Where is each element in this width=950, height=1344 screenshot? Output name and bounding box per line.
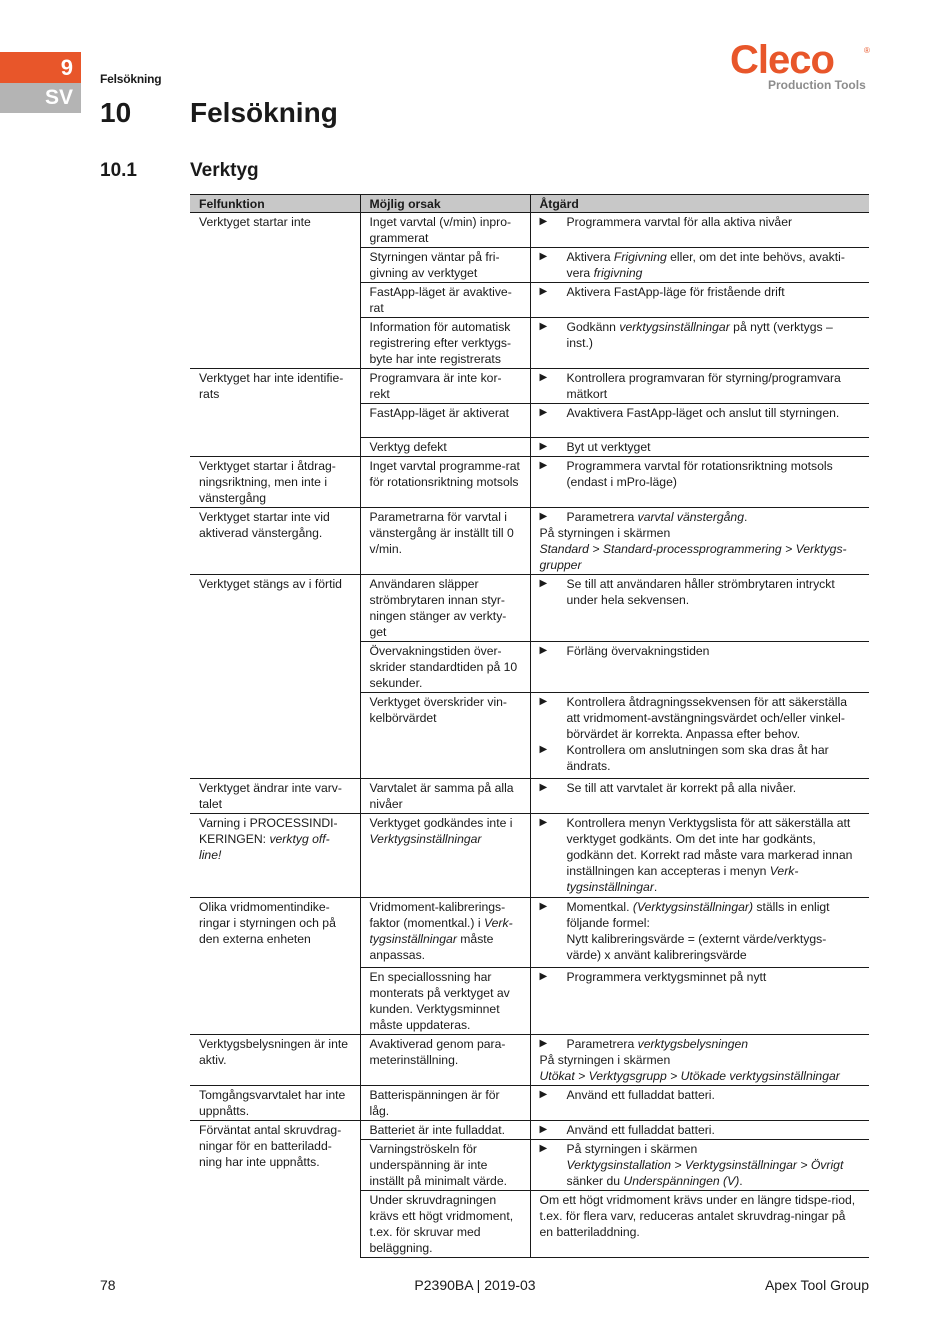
fault-cell: Olika vridmomentindike-ringar i styrningen och på den externa enheten: [190, 898, 360, 1035]
chapter-title: Felsökning: [190, 97, 338, 128]
action-text: .: [744, 510, 748, 524]
action-item: ▶ Programmera varvtal för alla aktiva nivåer: [540, 214, 861, 230]
action-item: [540, 249, 861, 281]
table-row: [190, 779, 869, 814]
menu-path: Standard > Standard-processprogrammering > Verktygs-grupper: [539, 542, 847, 572]
menu-path: Verktygsinstallation > Verktygsinställningar > Övrigt: [566, 1158, 844, 1172]
action-text: Parametrera: [566, 510, 638, 524]
action-cell: [530, 898, 869, 968]
action-cell: [530, 213, 869, 248]
table-row: [190, 898, 869, 968]
cause-cell: Information för automatisk registrering efter verktygs-byte har inte registrerats: [360, 318, 530, 369]
action-item: ▶ Kontrollera åtdragningssekvensen för att säkerställa att vridmoment-avstängningsvärdet och/eller vinkel-börvärdet är korrekta. Anpassa efter behov.: [540, 694, 861, 742]
cause-cell: Programvara är inte kor-rekt: [360, 369, 530, 404]
action-cell: [530, 968, 869, 1035]
action-text: .: [739, 1174, 743, 1188]
action-cell: [530, 1121, 869, 1140]
table-header-row: [190, 195, 869, 213]
table-row: [190, 1035, 869, 1086]
table-row: [190, 508, 869, 575]
action-cell: [530, 693, 869, 779]
action-item: [540, 509, 861, 525]
logo-registered-mark: ®: [864, 46, 870, 55]
action-cell: [530, 318, 869, 369]
fault-cell: Verktyget stängs av i förtid: [190, 575, 360, 779]
action-emphasis: Underspänningen (V): [623, 1174, 740, 1188]
table-row: [190, 1086, 869, 1121]
table-row: [190, 1121, 869, 1140]
action-emphasis: (Verktygsinställningar): [632, 900, 754, 914]
logo-subtitle: Production Tools: [768, 78, 866, 92]
fault-cell: [190, 814, 360, 898]
action-cell: [530, 1035, 869, 1086]
action-text: ställs in enligt följande formel:: [566, 900, 830, 930]
cause-cell: Användaren släpper strömbrytaren innan styr-ningen stänger av verkty-get: [360, 575, 530, 642]
action-cell: [530, 642, 869, 693]
action-emphasis: Frigivning: [613, 250, 667, 264]
action-cell: [530, 575, 869, 642]
fault-cell: Verktyget startar i åtdrag-ningsriktning, men inte i vänstergång: [190, 457, 360, 508]
action-cell: [530, 508, 869, 575]
cause-cell: Avaktiverad genom para-meterinställning.: [360, 1035, 530, 1086]
action-text: På styrningen i skärmen: [566, 1142, 698, 1156]
action-item: ▶ Avaktivera FastApp-läget och anslut till styrningen.: [540, 405, 861, 421]
table-row: [190, 814, 869, 898]
action-item: ▶ Kontrollera om anslutningen som ska dras åt har ändrats.: [540, 742, 861, 774]
cause-cell: Batterispänningen är för låg.: [360, 1086, 530, 1121]
action-item: ▶ Programmera varvtal för rotationsriktning motsols (endast i mPro-läge): [540, 458, 861, 490]
action-item: [540, 319, 861, 351]
cause-cell: Inget varvtal programme-rat för rotationsriktning motsols: [360, 457, 530, 508]
action-cell: [530, 1086, 869, 1121]
cause-emphasis: Verktygsinställningar: [369, 832, 482, 846]
page-number: 78: [100, 1277, 116, 1293]
action-item: ▶ Använd ett fulladdat batteri.: [540, 1087, 861, 1103]
cause-cell: FastApp-läget är avaktive-rat: [360, 283, 530, 318]
action-cell: [530, 404, 869, 438]
cause-cell: Styrningen väntar på fri-givning av verktyget: [360, 248, 530, 283]
table-row: [190, 457, 869, 508]
action-cell: [530, 1191, 869, 1258]
action-item: ▶ Aktivera FastApp-läge för fristående drift: [540, 284, 861, 300]
fault-cell: Verktyget ändrar inte varv-talet: [190, 779, 360, 814]
company-name: Apex Tool Group: [764, 1277, 869, 1293]
action-note: På styrningen i skärmen: [539, 1053, 671, 1067]
fault-cell: Förväntat antal skruvdrag-ningar för en batteriladd-ning har inte uppnåtts.: [190, 1121, 360, 1258]
cause-text: Verktyget godkändes inte i: [369, 816, 513, 830]
header-cause: Möjlig orsak: [360, 195, 530, 213]
formula: Nytt kalibreringsvärde = (externt värde/verktygs-värde) x använt kalibreringsvärde: [566, 932, 827, 962]
section-number: 10.1: [100, 160, 137, 181]
language-tab: SV: [0, 83, 81, 113]
action-emphasis: Verk-tygsinställningar: [566, 864, 799, 894]
action-text: Parametrera: [566, 1037, 638, 1051]
action-item: ▶ Programmera verktygsminnet på nytt: [540, 969, 861, 985]
fault-cell: Verktyget startar inte vid aktiverad vänstergång.: [190, 508, 360, 575]
header-action: Åtgärd: [530, 195, 869, 213]
action-text: Godkänn: [566, 320, 620, 334]
cause-cell: Batteriet är inte fulladdat.: [360, 1121, 530, 1140]
cause-cell: Verktyget överskrider vin-kelbörvärdet: [360, 693, 530, 779]
action-cell: [530, 457, 869, 508]
cause-cell: Övervakningstiden över-skrider standardtiden på 10 sekunder.: [360, 642, 530, 693]
action-item: ▶ Kontrollera programvaran för styrning/programvara mätkort: [540, 370, 861, 402]
action-item: [540, 1141, 861, 1189]
cause-cell: Varningströskeln för underspänning är inte inställt på minimalt värde.: [360, 1140, 530, 1191]
action-item: ▶ Se till att användaren håller strömbrytaren intryckt under hela sekvensen.: [540, 576, 861, 608]
running-header: Felsökning: [100, 72, 162, 86]
action-item: ▶ Förläng övervakningstiden: [540, 643, 861, 659]
fault-emphasis: verktyg off-line!: [199, 832, 330, 862]
action-text: .: [653, 880, 658, 894]
cause-text: måste anpassas.: [369, 932, 494, 962]
action-text: sänker du: [566, 1174, 624, 1188]
action-item: [540, 815, 861, 895]
action-text: Momentkal.: [566, 900, 633, 914]
action-text: eller, om det inte behövs, avakti-vera: [566, 250, 845, 280]
fault-text: Varning i PROCESSINDI-KERINGEN:: [199, 816, 338, 846]
action-item: ▶ Använd ett fulladdat batteri.: [540, 1122, 861, 1138]
action-item: [540, 1036, 861, 1052]
cause-cell: Under skruvdragningen krävs ett högt vridmoment, t.ex. för skruvar med beläggning.: [360, 1191, 530, 1258]
action-text: på nytt (verktygs – inst.): [566, 320, 833, 350]
action-emphasis: verktygsinställningar: [619, 320, 730, 334]
action-cell: [530, 438, 869, 457]
action-cell: [530, 248, 869, 283]
action-emphasis: frigivning: [593, 266, 643, 280]
cause-cell: [360, 898, 530, 968]
action-cell: [530, 283, 869, 318]
fault-cell: Verktyget har inte identifie-rats: [190, 369, 360, 457]
chapter-tab: 9: [0, 52, 81, 83]
cause-emphasis: Verk-tygsinställningar: [369, 916, 513, 946]
fault-cell: Verktyget startar inte: [190, 213, 360, 369]
cleco-logo: [730, 40, 875, 95]
chapter-number: 10: [100, 97, 132, 128]
fault-cell: Tomgångsvarvtalet har inte uppnåtts.: [190, 1086, 360, 1121]
action-cell: [530, 814, 869, 898]
table-row: [190, 575, 869, 642]
fault-cell: Verktygsbelysningen är inte aktiv.: [190, 1035, 360, 1086]
action-text: Kontrollera menyn Verktygslista för att säkerställa att verktyget godkänts. Om det inte har godkänts, godkänn det. Korrekt rad måste vara markerad innan inställningen kan accepteras i menyn: [566, 816, 853, 878]
header-fault: Felfunktion: [190, 195, 360, 213]
action-cell: [530, 369, 869, 404]
action-item: ▶ Se till att varvtalet är korrekt på alla nivåer.: [540, 780, 861, 796]
action-item: [540, 899, 861, 963]
action-note: På styrningen i skärmen: [539, 526, 671, 540]
cause-cell: En speciallossning har monterats på verktyget av kunden. Verktygsminnet måste uppdateras.: [360, 968, 530, 1035]
cause-cell: Inget varvtal (v/min) inpro-grammerat: [360, 213, 530, 248]
logo-wordmark: Cleco: [730, 38, 834, 82]
action-cell: [530, 779, 869, 814]
cause-cell: Verktyg defekt: [360, 438, 530, 457]
menu-path: Utökat > Verktygsgrupp > Utökade verktygsinställningar: [539, 1069, 840, 1083]
cause-text: Vridmoment-kalibrerings-faktor (momentkal.) i: [369, 900, 506, 930]
cause-cell: Parametrarna för varvtal i vänstergång är inställt till 0 v/min.: [360, 508, 530, 575]
cause-cell: [360, 814, 530, 898]
action-emphasis: varvtal vänstergång: [637, 510, 744, 524]
table-row: [190, 213, 869, 248]
action-cell: [530, 1140, 869, 1191]
action-note: Om ett högt vridmoment krävs under en längre tidspe-riod, t.ex. för flera varv, reduceras antalet skruvdrag-ningar på en batteriladdning.: [539, 1193, 856, 1239]
action-text: Aktivera: [566, 250, 614, 264]
section-title: Verktyg: [190, 160, 259, 181]
action-emphasis: verktygsbelysningen: [637, 1037, 749, 1051]
cause-cell: Varvtalet är samma på alla nivåer: [360, 779, 530, 814]
action-item: ▶ Byt ut verktyget: [540, 439, 861, 455]
document-id: P2390BA | 2019-03: [414, 1277, 536, 1293]
table-row: [190, 369, 869, 404]
cause-cell: FastApp-läget är aktiverat: [360, 404, 530, 438]
troubleshooting-table: [190, 194, 869, 1258]
